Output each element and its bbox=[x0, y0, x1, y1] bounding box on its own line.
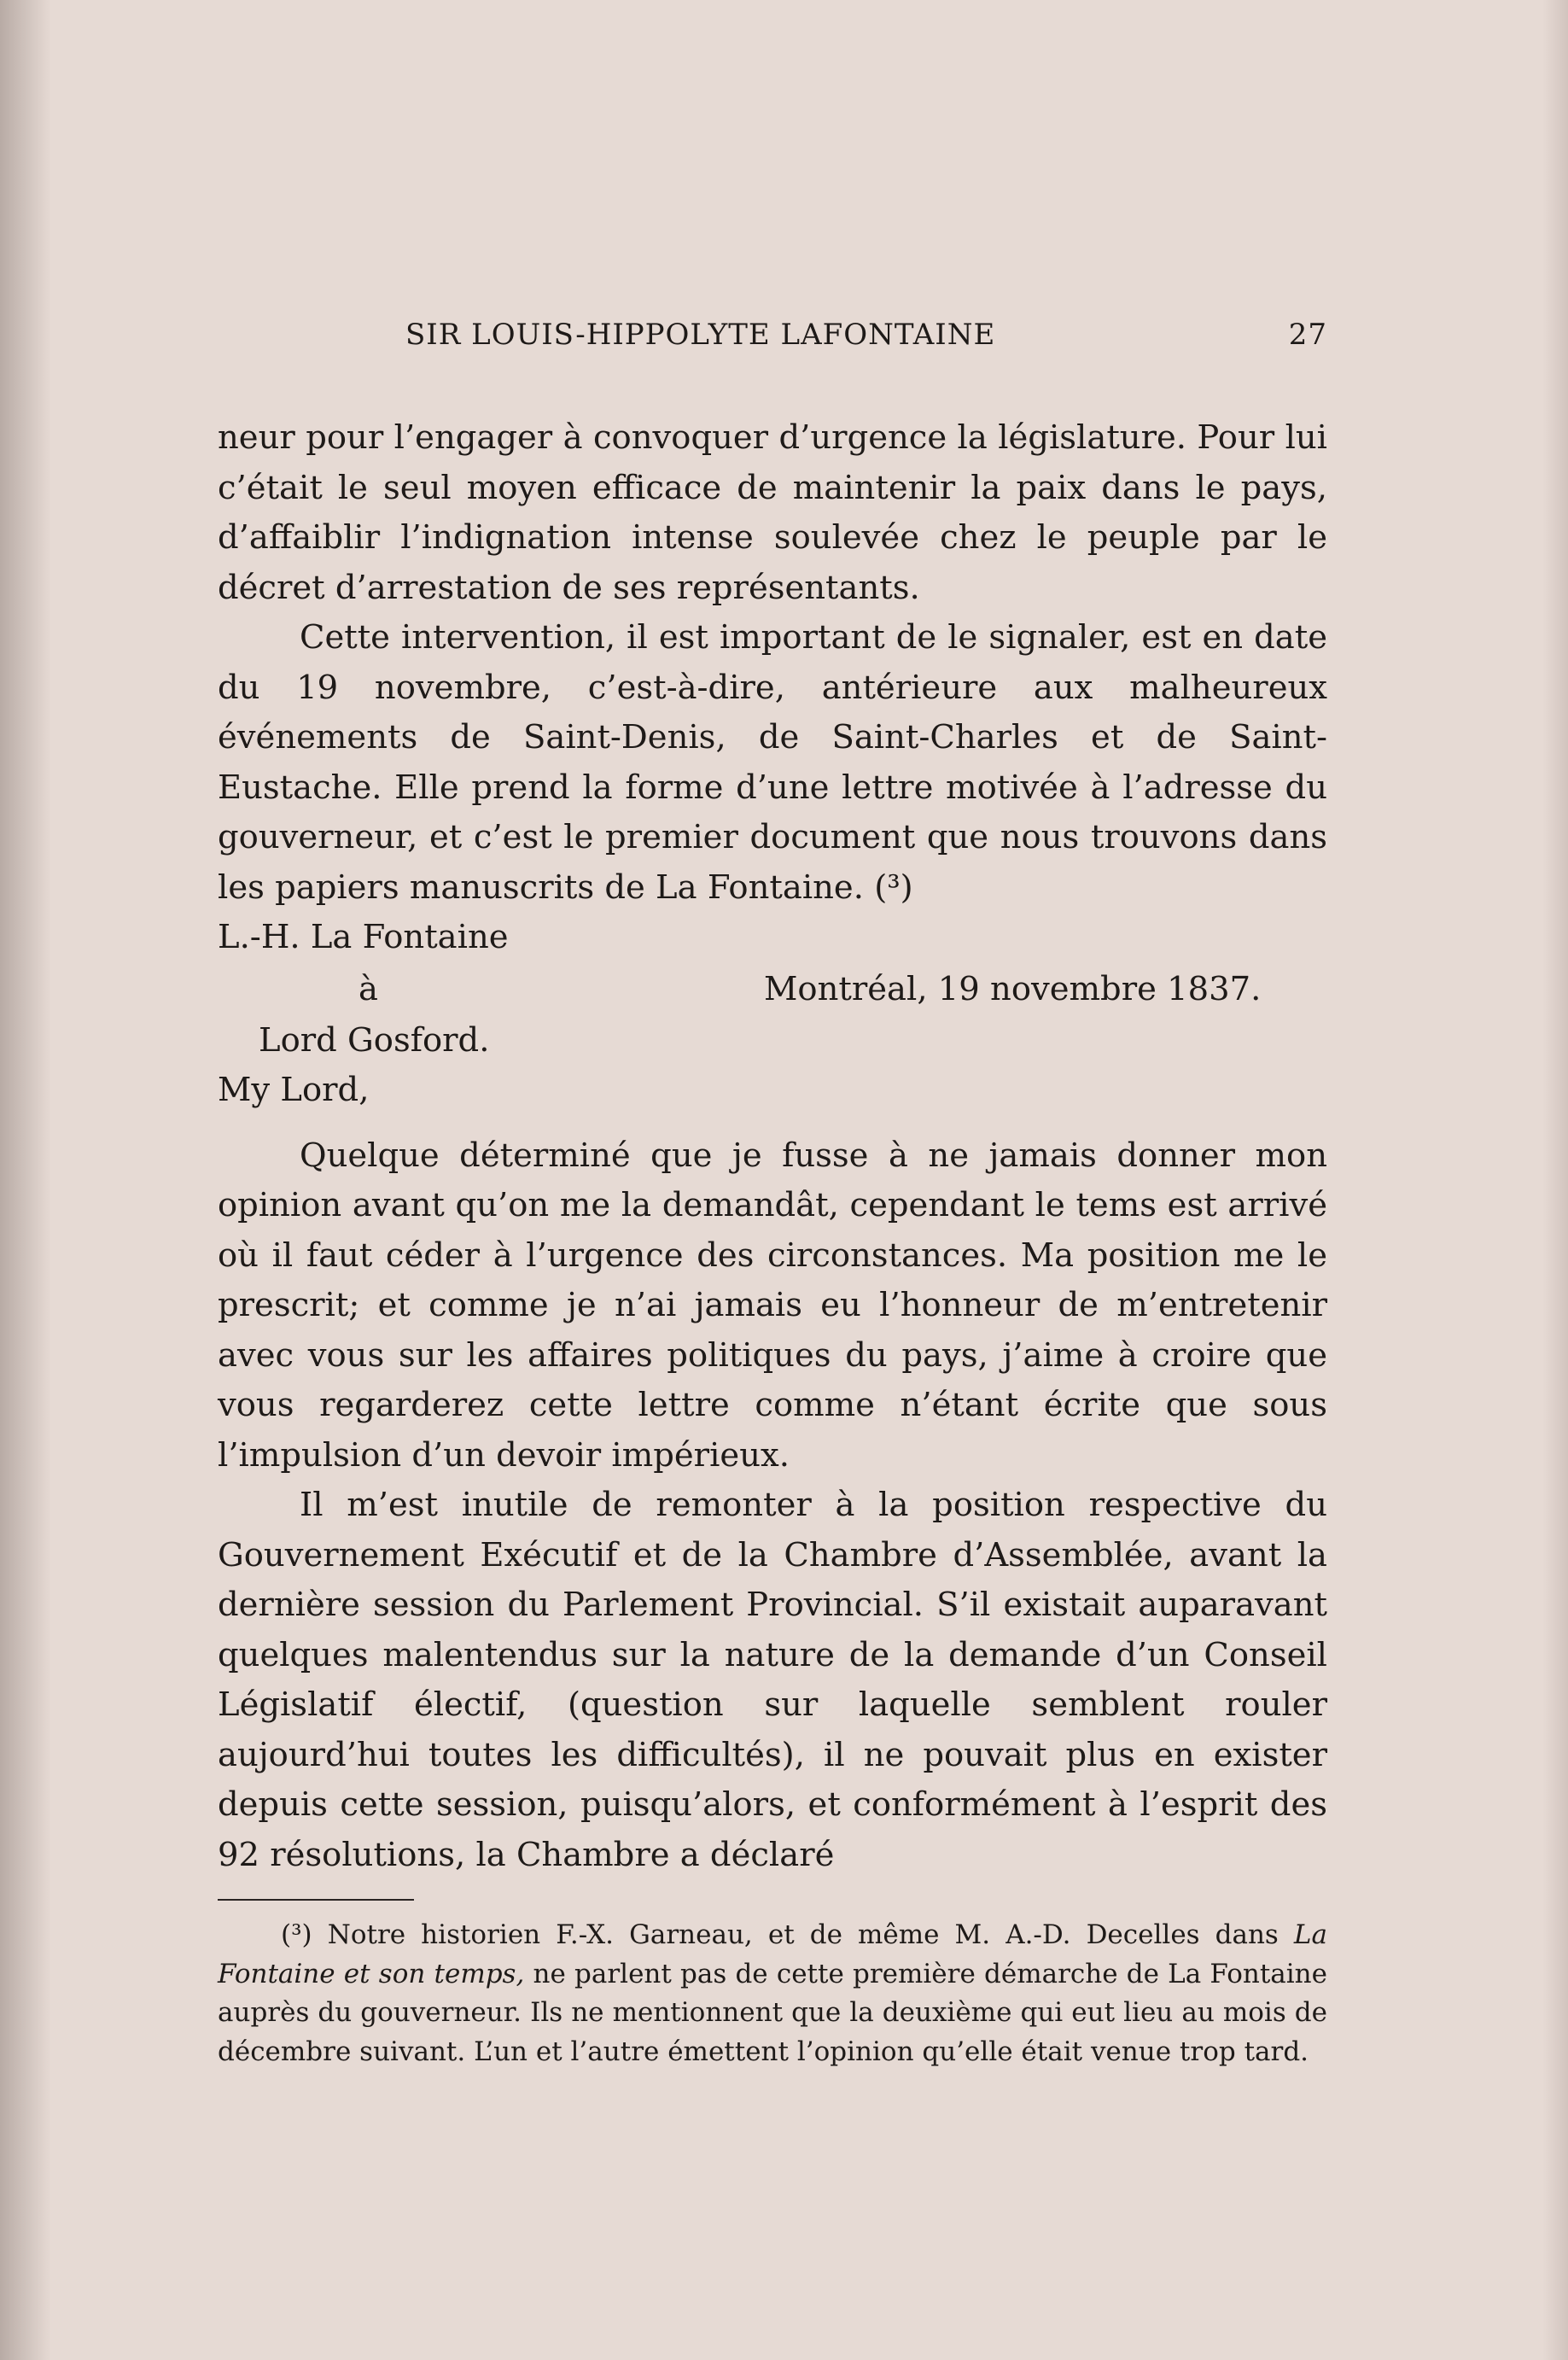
body-paragraph-2 bbox=[218, 613, 1327, 913]
page-gutter-shadow bbox=[0, 0, 51, 2360]
footnote-text-after: ne parlent pas de cette première démarche de La Fontaine auprès du gouverneur. Ils ne mentionnent que la deuxième qui eut lieu au mois de décembre suivant. L’un et l’autre émettent l’opinion qu’elle était venue trop tard. bbox=[218, 1958, 1327, 2067]
footnote-reference: (³) bbox=[874, 867, 913, 907]
letter-place-date: Montréal, 19 novembre 1837. bbox=[764, 969, 1262, 1008]
letter-sender: L.-H. La Fontaine bbox=[218, 918, 509, 956]
letter-paragraph-1: Quelque déterminé que je fusse à ne jamais donner mon opinion avant qu’on me la demandât, cependant le tems est arrivé où il faut céder à l’urgence des circonstances. Ma position me le prescrit; et comme je n’ai jamais eu l’honneur de m’entretenir avec vous sur les affaires politiques du pays, j’aime à croire que vous regarderez cette lettre comme n’étant écrite que sous l’impulsion d’un devoir impérieux. bbox=[218, 1136, 1327, 1475]
running-title: SIR LOUIS-HIPPOLYTE LAFONTAINE bbox=[405, 318, 996, 352]
running-head bbox=[218, 318, 1327, 360]
footnote-marker: (³) bbox=[281, 1919, 312, 1950]
letter-salutation: My Lord, bbox=[218, 1071, 370, 1109]
page-edge bbox=[1542, 0, 1568, 2360]
body-paragraph-1-text: neur pour l’engager à convoquer d’urgence la législature. Pour lui c’était le seul moyen efficace de maintenir la paix dans le pays, d’affaiblir l’indignation intense soulevée chez le peuple par le décret d’arrestation de ses représentants. bbox=[218, 418, 1327, 607]
letter-recipient: Lord Gosford. bbox=[259, 1020, 490, 1060]
letter-a: à bbox=[358, 969, 378, 1008]
body-paragraph-2-text: Cette intervention, il est important de le signaler, est en date du 19 novembre, c’est-à-dire, antérieure aux malheureux événements de Saint-Denis, de Saint-Charles et de Saint-Eustache. Elle prend la forme d’une lettre motivée à l’adresse du gouverneur, et c’est le premier document que nous trouvons dans les papiers manuscrits de La Fontaine. bbox=[218, 618, 1327, 907]
body-paragraph-1 bbox=[218, 413, 1327, 613]
book-page bbox=[218, 318, 1327, 2071]
page-number: 27 bbox=[1288, 318, 1327, 352]
footnote bbox=[218, 1916, 1327, 2071]
footnote-text-before: Notre historien F.-X. Garneau, et de même M. A.-D. Decelles dans bbox=[327, 1919, 1279, 1950]
footnote-rule bbox=[218, 1899, 414, 1901]
letter-address-line bbox=[218, 963, 1327, 1016]
footnote-book-title: La Fontaine et son temps, bbox=[218, 1919, 1327, 1989]
letter-paragraph-2: Il m’est inutile de remonter à la position respective du Gouvernement Exécutif et de la Chambre d’Assemblée, avant la dernière session du Parlement Provincial. S’il existait auparavant quelques malentendus sur la nature de la demande d’un Conseil Législatif électif, (question sur laquelle semblent rouler aujourd’hui toutes les difficultés), il ne pouvait plus en exister depuis cette session, puisqu’alors, et conformément à l’esprit des 92 résolutions, la Chambre a déclaré bbox=[218, 1486, 1327, 1874]
